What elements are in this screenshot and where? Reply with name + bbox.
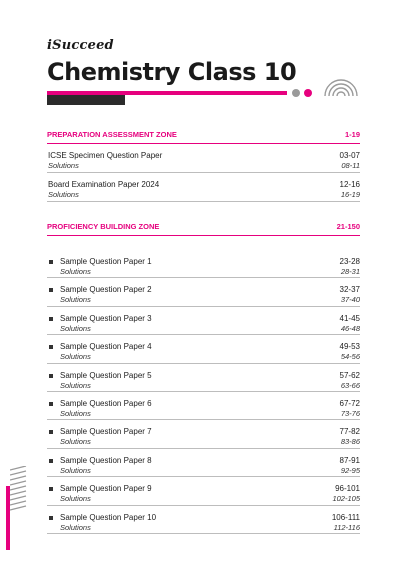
- section-spacer: [47, 236, 360, 250]
- toc-entry-solutions: Solutions: [60, 522, 91, 532]
- toc-entry-pages: 23-28: [339, 257, 360, 266]
- toc-entry-solutions: Solutions: [60, 494, 91, 504]
- section-heading: [47, 222, 360, 236]
- toc-entry-title: Sample Question Paper 4: [60, 342, 152, 352]
- toc-entry-solutions-pages: 46-48: [340, 323, 360, 333]
- toc-row[interactable]: [47, 144, 360, 173]
- toc-entry-pages: 67-72: [339, 398, 360, 408]
- toc-entry-title: Board Examination Paper 2024: [48, 180, 160, 189]
- section-preparation-assessment: [47, 130, 360, 202]
- toc-entry-pages: 03-07: [339, 151, 360, 160]
- toc-entry-pages: 32-37: [339, 285, 360, 295]
- section-heading-pages: 1-19: [344, 130, 360, 139]
- toc-entry-title: Sample Question Paper 7: [60, 427, 152, 437]
- toc-entry-solutions-pages: 73-76: [340, 408, 360, 418]
- toc-entry-pages: 96-101: [335, 484, 360, 494]
- toc-row[interactable]: [47, 250, 360, 278]
- toc-row[interactable]: [47, 173, 360, 202]
- toc-entry-title: Sample Question Paper 5: [60, 370, 152, 380]
- page-title: Chemistry Class 10: [47, 58, 297, 86]
- toc-entry-solutions-pages: 16-19: [340, 190, 360, 199]
- toc-entry-solutions: Solutions: [60, 295, 91, 305]
- toc-entry-pages: 57-62: [339, 370, 360, 380]
- section-heading-pages: 21-150: [336, 222, 360, 231]
- toc-entry-solutions: Solutions: [60, 437, 91, 447]
- bullet-square-icon: [49, 402, 53, 406]
- toc-entry-solutions: Solutions: [60, 323, 91, 333]
- decorative-pink-dot: [304, 89, 312, 97]
- brand-logo: iSucceed: [47, 38, 114, 53]
- section-heading-label: PROFICIENCY BUILDING ZONE: [47, 222, 160, 231]
- toc-entry-pages: 106-111: [331, 512, 360, 522]
- toc-entry-solutions-pages: 28-31: [340, 267, 360, 276]
- bullet-square-icon: [49, 260, 53, 264]
- toc-entry-title: ICSE Specimen Question Paper: [48, 151, 163, 160]
- toc-row[interactable]: [47, 477, 360, 505]
- concentric-arcs-icon: [316, 74, 358, 98]
- section-heading: [47, 130, 360, 144]
- toc-entry-solutions: Solutions: [48, 161, 79, 170]
- toc-entry-title: Sample Question Paper 6: [60, 398, 152, 408]
- toc-row[interactable]: [47, 449, 360, 477]
- toc-row[interactable]: [47, 420, 360, 448]
- diagonal-hatch-decoration: [10, 466, 28, 512]
- toc-entry-solutions: Solutions: [60, 465, 91, 475]
- section-heading-label: PREPARATION ASSESSMENT ZONE: [47, 130, 177, 139]
- title-underline-dark: [47, 95, 125, 105]
- toc-entry-title: Sample Question Paper 9: [60, 484, 152, 494]
- toc-entry-pages: 49-53: [339, 342, 360, 352]
- toc-row[interactable]: [47, 364, 360, 392]
- toc-entry-pages: 12-16: [339, 180, 360, 189]
- toc-entry-pages: 77-82: [339, 427, 360, 437]
- bullet-square-icon: [49, 374, 53, 378]
- toc-entry-title: Sample Question Paper 1: [60, 257, 152, 266]
- section-proficiency-building: [47, 222, 360, 534]
- bullet-square-icon: [49, 430, 53, 434]
- toc-row[interactable]: [47, 392, 360, 420]
- bullet-square-icon: [49, 459, 53, 463]
- toc-row[interactable]: [47, 335, 360, 363]
- toc-entry-solutions-pages: 37-40: [340, 295, 360, 305]
- toc-entry-solutions-pages: 102-105: [332, 494, 360, 504]
- toc-row[interactable]: [47, 307, 360, 335]
- toc-entry-title: Sample Question Paper 3: [60, 313, 152, 323]
- toc-entry-solutions-pages: 63-66: [340, 380, 360, 390]
- toc-entry-pages: 87-91: [339, 455, 360, 465]
- toc-entry-title: Sample Question Paper 10: [60, 512, 157, 522]
- toc-entry-solutions-pages: 83-86: [340, 437, 360, 447]
- toc-entry-title: Sample Question Paper 2: [60, 285, 152, 295]
- toc-entry-title: Sample Question Paper 8: [60, 455, 152, 465]
- bullet-square-icon: [49, 487, 53, 491]
- toc-entry-solutions-pages: 112-116: [333, 522, 360, 532]
- toc-entry-solutions: Solutions: [60, 408, 91, 418]
- toc-row[interactable]: [47, 278, 360, 306]
- toc-entry-solutions-pages: 08-11: [341, 161, 360, 170]
- toc-entry-pages: 41-45: [339, 313, 360, 323]
- decorative-gray-dot: [292, 89, 300, 97]
- toc-entry-solutions: Solutions: [60, 380, 91, 390]
- toc-row[interactable]: [47, 506, 360, 534]
- bullet-square-icon: [49, 317, 53, 321]
- toc-entry-solutions-pages: 92-95: [340, 465, 360, 475]
- toc-entry-solutions-pages: 54-56: [340, 352, 360, 362]
- toc-entry-solutions: Solutions: [48, 190, 79, 199]
- bullet-square-icon: [49, 516, 53, 520]
- left-edge-accent-bar: [6, 486, 10, 550]
- toc-entry-solutions: Solutions: [60, 267, 91, 276]
- bullet-square-icon: [49, 345, 53, 349]
- bullet-square-icon: [49, 288, 53, 292]
- toc-entry-solutions: Solutions: [60, 352, 91, 362]
